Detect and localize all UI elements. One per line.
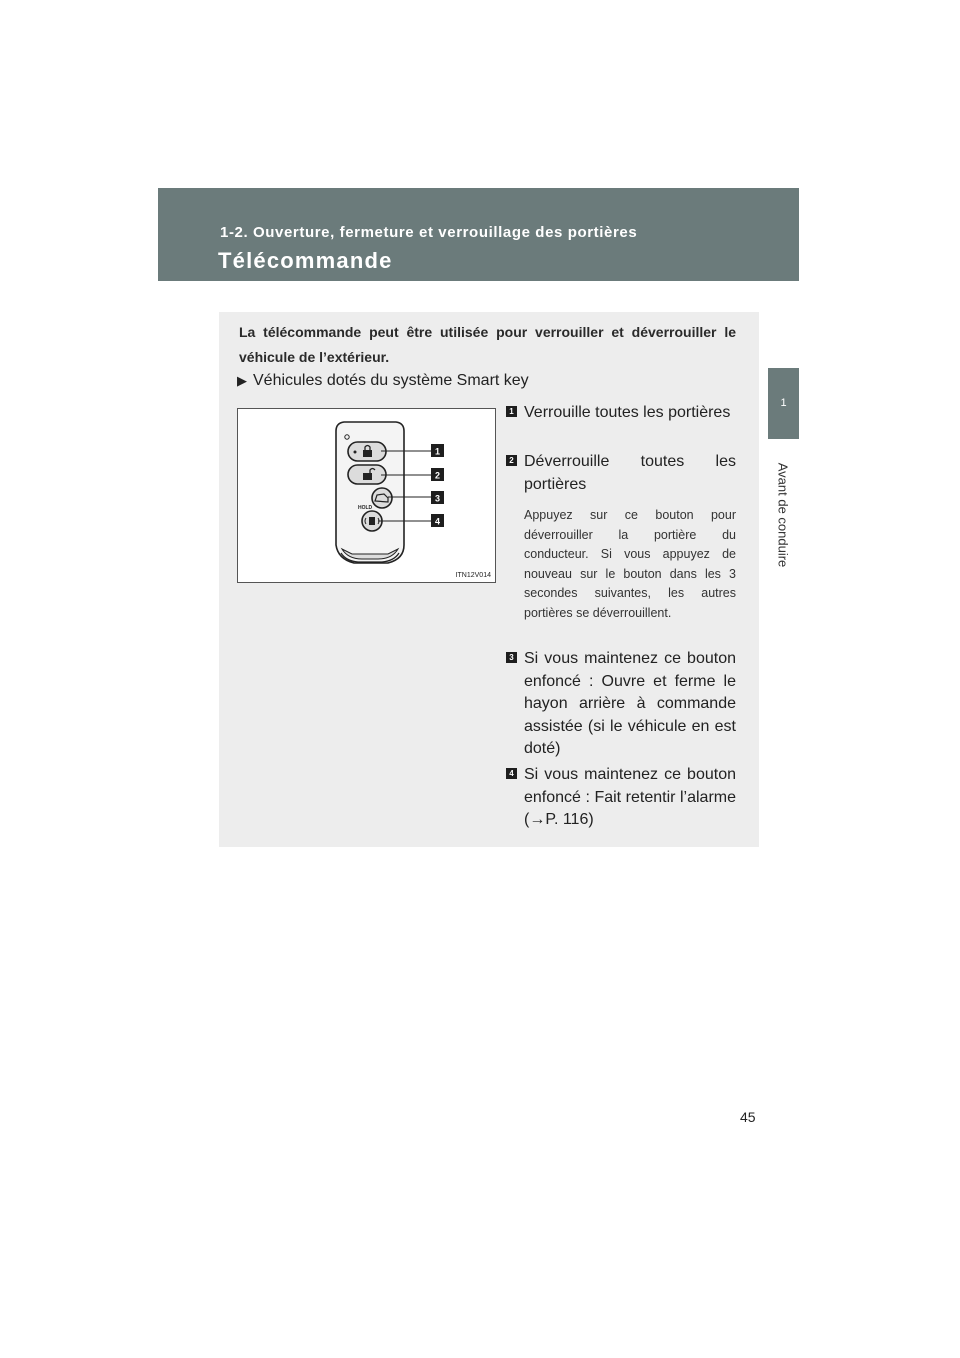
chapter-tab[interactable] bbox=[768, 368, 799, 439]
item-text: Si vous maintenez ce bouton enfoncé : Fait retentir l’alarme (→P. 116) bbox=[524, 766, 736, 828]
callout-label-2: 2 bbox=[434, 470, 441, 481]
page-number: 45 bbox=[740, 1109, 756, 1125]
list-item bbox=[506, 648, 736, 761]
chapter-tab-number: 1 bbox=[780, 397, 787, 409]
lock-button-dot bbox=[354, 451, 357, 454]
content-panel bbox=[219, 312, 759, 847]
figure-code: ITN12V014 bbox=[455, 572, 491, 579]
item-text: Déverrouille toutes les portières bbox=[524, 453, 736, 493]
callout-label-3: 3 bbox=[434, 493, 441, 504]
triangle-right-icon: ▶ bbox=[237, 373, 247, 388]
smart-key-illustration bbox=[238, 409, 495, 582]
remote-key-figure bbox=[237, 408, 496, 583]
callout-label-1: 1 bbox=[434, 446, 441, 457]
item-number-badge: 1 bbox=[506, 406, 517, 417]
list-item bbox=[506, 451, 736, 496]
item-number-badge: 2 bbox=[506, 455, 517, 466]
unlock-note: Appuyez sur ce bouton pour déverrouiller la portière du conducteur. Si vous appuyez de nouveau sur le bouton dans les 3 secondes suivantes, les autres portières se déverrouillent. bbox=[524, 508, 736, 620]
vehicle-subhead-text: Véhicules dotés du système Smart key bbox=[253, 372, 529, 389]
item-text: Verrouille toutes les portières bbox=[524, 404, 731, 421]
item-number-badge: 3 bbox=[506, 652, 517, 663]
list-item bbox=[506, 402, 736, 425]
intro-text: La télécommande peut être utilisée pour verrouiller et déverrouiller le véhicule de l’extérieur. bbox=[239, 324, 736, 365]
section-label: 1-2. Ouverture, fermeture et verrouillage des portières bbox=[220, 224, 638, 241]
list-item bbox=[506, 764, 736, 832]
hold-label: HOLD bbox=[358, 505, 373, 511]
callout-label-4: 4 bbox=[434, 516, 441, 527]
hatch-button bbox=[372, 488, 392, 508]
chapter-label-text: Avant de conduire bbox=[775, 462, 791, 568]
item-number-badge: 4 bbox=[506, 768, 517, 779]
page-header bbox=[158, 188, 799, 281]
page-title: Télécommande bbox=[218, 248, 393, 273]
item-text: Si vous maintenez ce bouton enfoncé : Ouvre et ferme le hayon arrière à commande assistée (si le véhicule en est doté) bbox=[524, 650, 736, 757]
vehicle-subhead bbox=[237, 372, 529, 390]
